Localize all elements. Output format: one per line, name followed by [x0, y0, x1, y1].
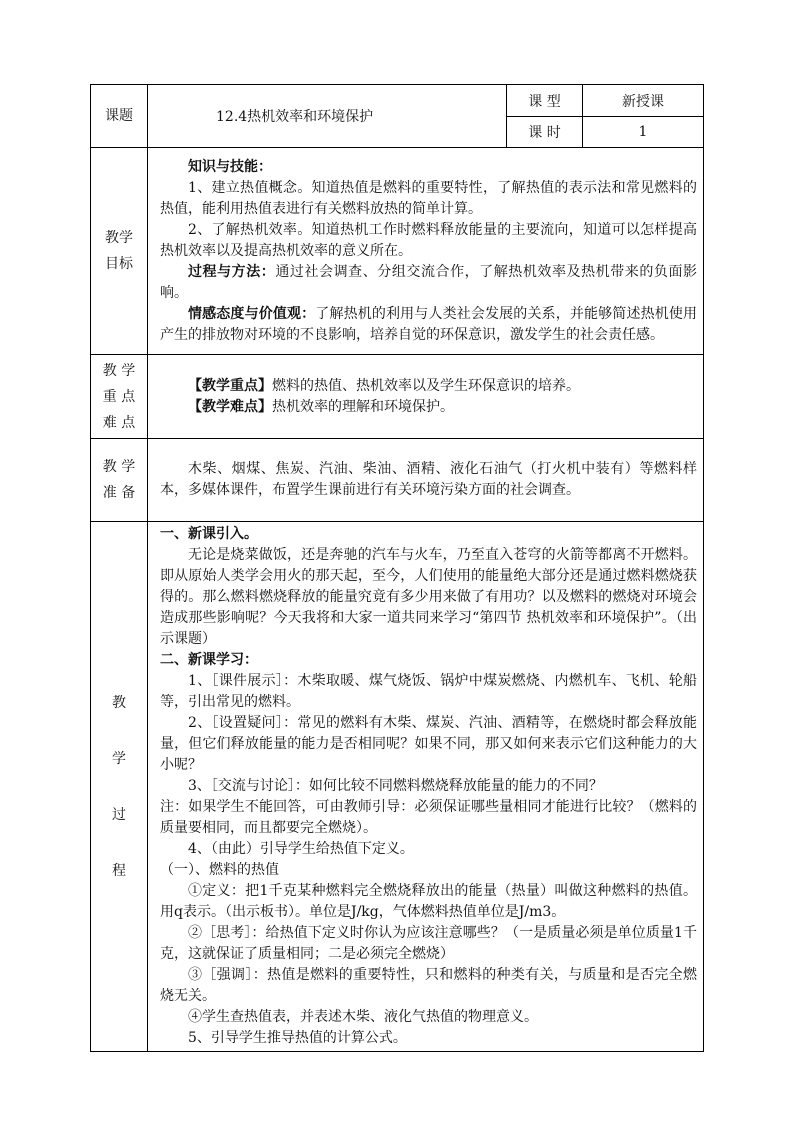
step-2: 2、［设置疑问］：常见的燃料有木柴、煤炭、汽油、酒精等，在燃烧时都会释放能量，但它们释放能量的能力是否相同呢？如果不同，那又如何来表示它们这种能力的大小呢？ — [160, 715, 698, 773]
emphasis-note: ③［强调］：热值是燃料的重要特性，只和燃料的种类有关，与质量和是否完全燃烧无关。 — [160, 967, 698, 1004]
definition: ①定义：把1千克某种燃料完全燃烧释放出的能量（热量）叫做这种燃料的热值。用q表示。（出示板书）。单位是J/kg，气体燃料热值单位是J/m3。 — [160, 883, 698, 920]
preparation-text: 木柴、烟煤、焦炭、汽油、柴油、酒精、液化石油气（打火机中装有）等燃料样本，多媒体课件，布置学生课前进行有关环境污染方面的社会调查。 — [160, 461, 698, 498]
keypoints-row — [91, 355, 704, 439]
objectives-content — [148, 148, 704, 355]
preparation-content — [148, 439, 704, 522]
knowledge-heading: 知识与技能： — [188, 158, 272, 175]
keypoints-label-line1: 教 学 — [102, 362, 136, 379]
step-3: 3、［交流与讨论］：如何比较不同燃料燃烧释放能量的能力的不同？ — [188, 778, 603, 794]
lesson-hours-value: 1 — [583, 117, 704, 148]
lesson-plan-table — [90, 84, 704, 1052]
subsection-heading: （一）、燃料的热值 — [160, 862, 279, 878]
preparation-label-line2: 准 备 — [102, 485, 136, 501]
process-heading: 过程与方法： — [188, 263, 276, 280]
topic-label: 课题 — [91, 85, 148, 148]
preparation-label-line1: 教 学 — [102, 459, 136, 475]
lesson-type-label: 课 型 — [507, 85, 583, 117]
step-4: 4、（由此）引导学生给热值下定义。 — [188, 841, 414, 857]
keypoints-content — [148, 355, 704, 439]
objective-item-2: 2、了解热机效率。知道热机工作时燃料释放能量的主要流向，知道可以怎样提高热机效率以及提高热机效率的意义所在。 — [160, 221, 698, 259]
objectives-label-line2: 目标 — [105, 256, 133, 272]
preparation-label — [91, 439, 148, 522]
keypoints-label — [91, 355, 148, 439]
difficulty-point — [160, 397, 697, 418]
preparation-row — [91, 439, 704, 522]
emotion-text: 了解热机的利用与人类社会发展的关系，并能够简述热机使用产生的排放物对环境的不良影响，培养自觉的环保意识，激发学生的社会责任感。 — [160, 305, 698, 343]
key-point — [160, 376, 697, 397]
objectives-label — [91, 148, 148, 355]
difficulty-text: 热机效率的理解和环境保护。 — [272, 398, 454, 415]
process-text: 通过社会调查、分组交流合作，了解热机效率及热机带来的负面影响。 — [160, 263, 698, 301]
step-1: 1、［课件展示］：木柴取暖、煤气烧饭、锅炉中煤炭燃烧、内燃机车、飞机、轮船等，引出常见的燃料。 — [160, 673, 698, 710]
objectives-row — [91, 148, 704, 355]
section1-text: 无论是烧菜做饭，还是奔驰的汽车与火车，乃至直入苍穹的火箭等都离不开燃料。即从原始人类学会用火的那天起，至今，人们使用的能量绝大部分还是通过燃料燃烧获得的。那么燃料燃烧释放的能量究竟有多少用来做了有用功？以及燃料的燃烧对环境会造成那些影响呢？今天我将和大家一道共同来学习“第四节 热机效率和环境保护”。（出示课题） — [160, 547, 698, 647]
lesson-plan-page — [90, 84, 703, 1052]
process-label-line4: 程 — [112, 862, 126, 879]
process-content — [148, 522, 704, 1052]
process-label-line3: 过 — [112, 806, 126, 823]
lesson-title: 12.4热机效率和环境保护 — [148, 85, 507, 148]
lookup-task: ④学生查热值表，并表述木柴、液化气热值的物理意义。 — [188, 1009, 538, 1025]
think-question: ②［思考］：给热值下定义时你认为应该注意哪些？（一是质量必须是单位质量1千克，这就保证了质量相同；二是必须完全燃烧） — [160, 925, 698, 962]
difficulty-heading: 【教学难点】 — [188, 398, 272, 415]
keypoints-label-line3: 难 点 — [102, 414, 136, 431]
section2-heading: 二、新课学习： — [160, 652, 258, 668]
key-point-heading: 【教学重点】 — [188, 377, 272, 394]
process-label-line2: 学 — [112, 750, 126, 767]
teacher-note: 注：如果学生不能回答，可由教师引导：必须保证哪些量相同才能进行比较？（燃料的质量要相同，而且都要完全燃烧）。 — [160, 799, 698, 836]
process-row — [91, 522, 704, 1052]
step-5: 5、引导学生推导热值的计算公式。 — [188, 1030, 407, 1046]
objective-item-1: 1、建立热值概念。知道热值是燃料的重要特性，了解热值的表示法和常见燃料的热值，能利用热值表进行有关燃料放热的简单计算。 — [160, 179, 698, 217]
process-label — [91, 522, 148, 1052]
objectives-label-line1: 教学 — [105, 230, 133, 246]
emotion-heading: 情感态度与价值观： — [188, 305, 316, 322]
lesson-hours-label: 课 时 — [507, 117, 583, 148]
section1-heading: 一、新课引入。 — [160, 526, 258, 542]
process-label-line1: 教 — [112, 694, 126, 711]
emotion-objective — [160, 304, 697, 346]
lesson-type-value: 新授课 — [583, 85, 704, 117]
process-objective — [160, 262, 697, 304]
keypoints-label-line2: 重 点 — [102, 388, 136, 405]
key-point-text: 燃料的热值、热机效率以及学生环保意识的培养。 — [272, 377, 580, 394]
header-row-1 — [91, 85, 704, 117]
